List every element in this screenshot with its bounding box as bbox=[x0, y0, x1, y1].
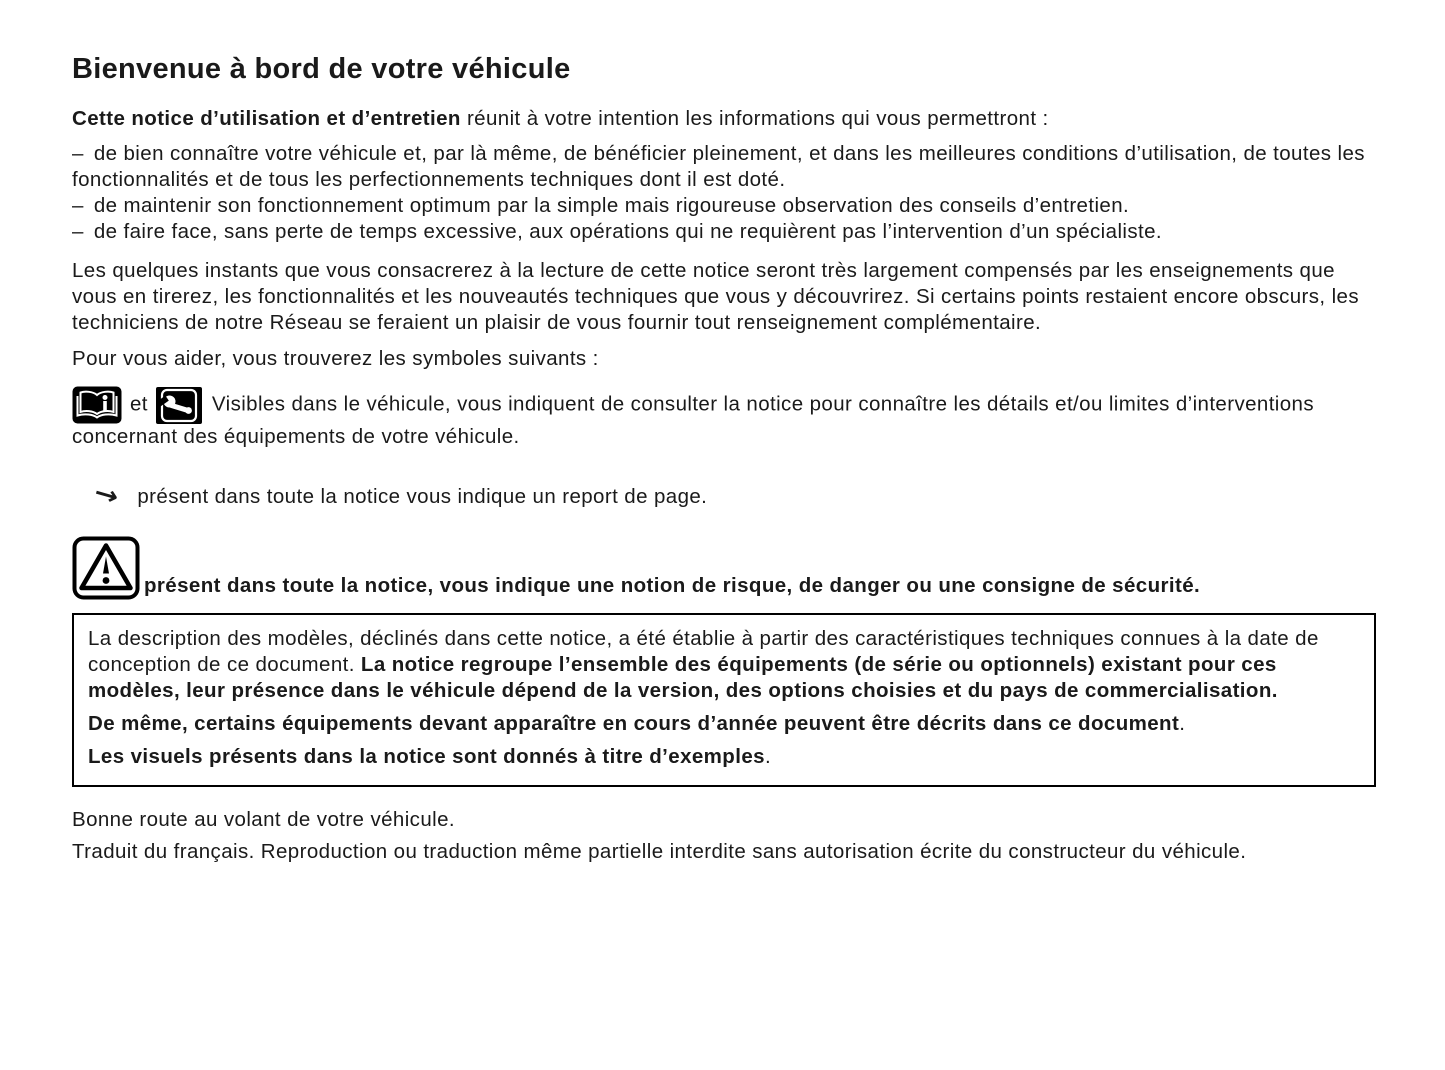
wrench-icon bbox=[156, 387, 202, 424]
connector-text: et bbox=[130, 392, 148, 416]
page-reference-arrow-icon: → bbox=[91, 477, 123, 512]
page-reference-description: présent dans toute la notice vous indique un report de page. bbox=[137, 485, 708, 508]
page-reference-line bbox=[72, 477, 1377, 512]
benefits-list bbox=[72, 141, 1377, 245]
notice-p1-regular: La description des modèles, déclinés dans cette notice, a été établie à partir des caractéristiques techniques connues à la date de conception de ce document. bbox=[88, 627, 1319, 676]
notice-paragraph-2 bbox=[88, 711, 1360, 737]
notice-p3-suffix: . bbox=[764, 745, 772, 768]
notice-p2-suffix: . bbox=[1179, 712, 1186, 735]
notice-p3-bold: Les visuels présents dans la notice sont donnés à titre d’exemples bbox=[88, 745, 765, 768]
list-dash: – bbox=[72, 142, 84, 165]
list-dash: – bbox=[72, 220, 84, 243]
symbols-intro: Pour vous aider, vous trouverez les symboles suivants : bbox=[72, 347, 599, 370]
notice-paragraph-3 bbox=[88, 744, 1360, 770]
symbols-description-line bbox=[72, 386, 1377, 450]
copyright-paragraph: Traduit du français. Reproduction ou traduction même partielle interdite sans autorisation écrite du constructeur du véhicule. bbox=[72, 840, 1247, 863]
safety-warning-description: présent dans toute la notice, vous indique une notion de risque, de danger ou une consigne de sécurité. bbox=[144, 574, 1201, 597]
warning-triangle-icon bbox=[72, 536, 140, 600]
intro-rest: réunit à votre intention les informations qui vous permettront : bbox=[460, 107, 1049, 130]
notice-p1-bold: La notice regroupe l’ensemble des équipements (de série ou optionnels) existant pour ces modèles, leur présence dans le véhicule dépend de la version, des options choisies et du pays de commercialisation. bbox=[88, 653, 1278, 702]
intro-paragraph bbox=[72, 106, 1377, 132]
page-title: Bienvenue à bord de votre véhicule bbox=[72, 53, 571, 85]
symbols-description: Visibles dans le véhicule, vous indiquent de consulter la notice pour connaître les détails et/ou limites d’interventions concernant des équipements de votre véhicule. bbox=[72, 392, 1315, 448]
list-item bbox=[72, 219, 1377, 245]
list-item-text: de faire face, sans perte de temps excessive, aux opérations qui ne requièrent pas l’intervention d’un spécialiste. bbox=[93, 220, 1162, 243]
list-item bbox=[72, 193, 1377, 219]
book-info-icon bbox=[72, 386, 122, 424]
list-item bbox=[72, 141, 1377, 193]
list-dash: – bbox=[72, 194, 84, 217]
intro-bold-lead: Cette notice d’utilisation et d’entretien bbox=[72, 107, 461, 130]
notice-box bbox=[72, 613, 1376, 787]
notice-paragraph-1 bbox=[88, 626, 1360, 704]
body-paragraph: Les quelques instants que vous consacrerez à la lecture de cette notice seront très largement compensés par les enseignements que vous en tirerez, les fonctionnalités et les nouveautés techniques que vous y découvrirez. Si certains points restaient encore obscurs, les techniciens de notre Réseau se feraient un plaisir de vous fournir tout renseignement complémentaire. bbox=[72, 259, 1360, 334]
list-item-text: de bien connaître votre véhicule et, par là même, de bénéficier pleinement, et dans les meilleures conditions d’utilisation, de toutes les fonctionnalités et de tous les perfectionnements techniques dont il est doté. bbox=[72, 142, 1365, 191]
closing-paragraph: Bonne route au volant de votre véhicule. bbox=[72, 808, 455, 831]
safety-warning-line bbox=[72, 536, 1377, 600]
notice-p2-bold: De même, certains équipements devant apparaître en cours d’année peuvent être décrits dans ce document bbox=[88, 712, 1180, 735]
list-item-text: de maintenir son fonctionnement optimum par la simple mais rigoureuse observation des conseils d’entretien. bbox=[93, 194, 1130, 217]
